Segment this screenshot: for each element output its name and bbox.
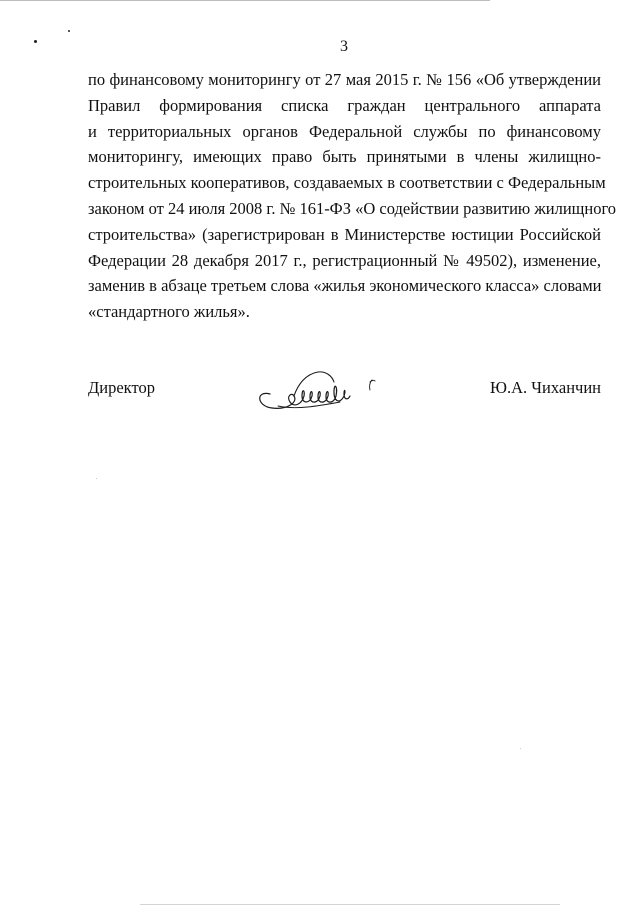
scan-edge-line bbox=[0, 0, 490, 1]
signatory-name: Ю.А. Чиханчин bbox=[490, 378, 601, 397]
body-line: «стандартного жилья». bbox=[88, 302, 250, 322]
page-number: 3 bbox=[340, 38, 348, 55]
signatory-title: Директор bbox=[88, 378, 155, 397]
handwritten-signature bbox=[248, 366, 388, 416]
body-line: Правил формирования списка граждан центрального аппарата bbox=[88, 95, 601, 115]
body-line: строительства» (зарегистрирован в Министерстве юстиции Российской bbox=[88, 224, 601, 244]
body-paragraph bbox=[88, 67, 617, 325]
body-line: законом от 24 июля 2008 г. № 161-ФЗ «О содействии развитию жилищного bbox=[88, 198, 617, 218]
body-line: Федерации 28 декабря 2017 г., регистрационный № 49502), изменение, bbox=[88, 250, 601, 270]
scan-speck bbox=[520, 748, 521, 749]
body-line: и территориальных органов Федеральной службы по финансовому bbox=[88, 121, 601, 141]
scan-speck bbox=[34, 40, 37, 43]
signature-block bbox=[88, 366, 601, 416]
body-line: строительных кооперативов, создаваемых в соответствии с Федеральным bbox=[88, 173, 606, 193]
body-line: мониторингу, имеющих право быть принятыми в члены жилищно- bbox=[88, 147, 601, 167]
scan-speck bbox=[68, 30, 70, 32]
body-line: по финансовому мониторингу от 27 мая 2015 г. № 156 «Об утверждении bbox=[88, 70, 601, 89]
scan-speck bbox=[96, 478, 97, 479]
body-line: заменив в абзаце третьем слова «жилья экономического класса» словами bbox=[88, 276, 602, 296]
